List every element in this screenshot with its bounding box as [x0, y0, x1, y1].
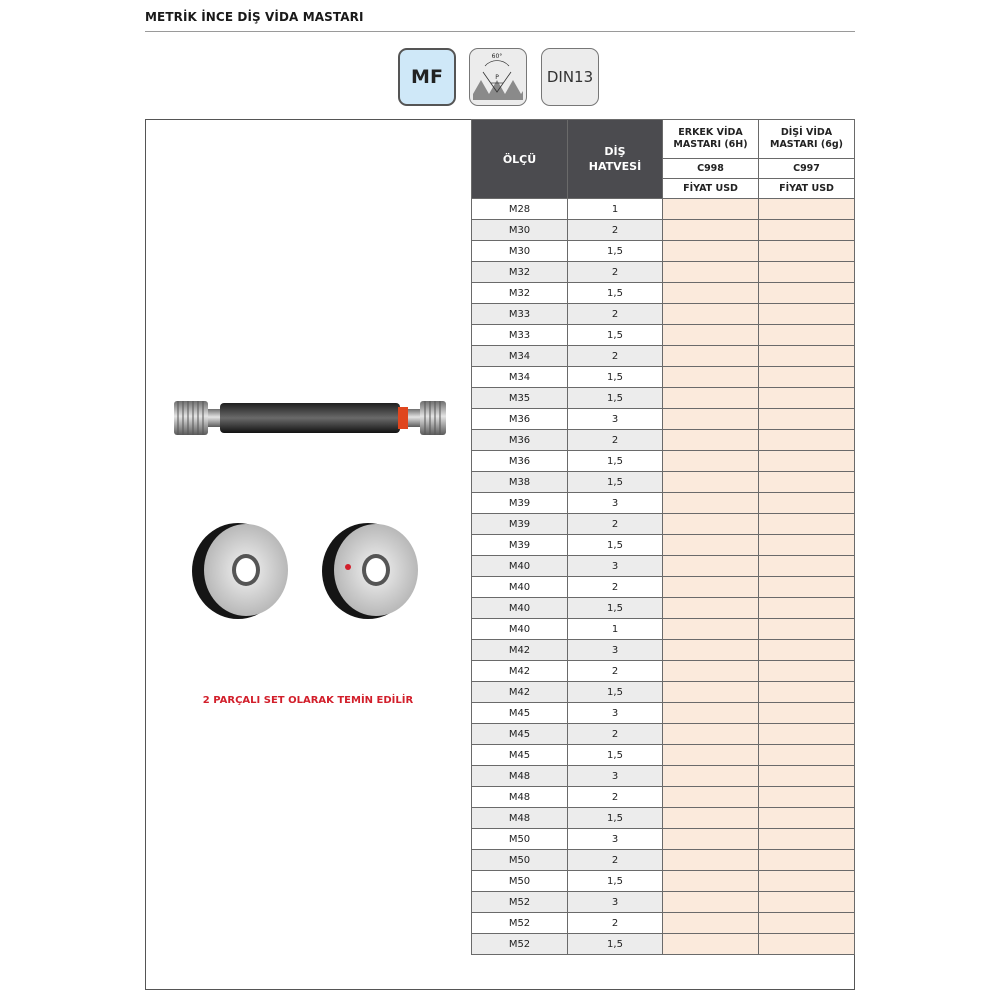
pitch-cell: 2: [568, 850, 663, 871]
table-row: [472, 850, 855, 871]
gauge-price-table: [471, 119, 855, 955]
female-price-cell: [759, 241, 855, 262]
female-price-header: FİYAT USD: [759, 179, 855, 199]
male-price-cell: [663, 346, 759, 367]
table-row: [472, 703, 855, 724]
table-row: [472, 283, 855, 304]
size-cell: M33: [472, 304, 568, 325]
male-price-cell: [663, 682, 759, 703]
pitch-cell: 3: [568, 829, 663, 850]
table-row: [472, 787, 855, 808]
pitch-cell: 3: [568, 493, 663, 514]
male-price-cell: [663, 934, 759, 955]
table-row: [472, 388, 855, 409]
size-cell: M48: [472, 787, 568, 808]
metric-fine-badge: MF: [398, 48, 456, 106]
female-price-cell: [759, 409, 855, 430]
pitch-cell: 3: [568, 640, 663, 661]
table-row: [472, 598, 855, 619]
pitch-cell: 1,5: [568, 388, 663, 409]
size-cell: M42: [472, 661, 568, 682]
thread-plug-gauge-image: [170, 395, 450, 441]
female-price-cell: [759, 619, 855, 640]
female-price-cell: [759, 514, 855, 535]
size-cell: M39: [472, 535, 568, 556]
pitch-cell: 1,5: [568, 745, 663, 766]
size-cell: M50: [472, 871, 568, 892]
pitch-cell: 3: [568, 766, 663, 787]
pitch-cell: 2: [568, 304, 663, 325]
table-row: [472, 409, 855, 430]
size-cell: M50: [472, 829, 568, 850]
female-price-cell: [759, 661, 855, 682]
female-price-cell: [759, 283, 855, 304]
male-price-cell: [663, 577, 759, 598]
male-price-cell: [663, 304, 759, 325]
pitch-cell: 3: [568, 892, 663, 913]
pitch-cell: 1,5: [568, 535, 663, 556]
female-price-cell: [759, 829, 855, 850]
pitch-column-header: DİŞ HATVESİ: [568, 120, 663, 199]
pitch-cell: 1,5: [568, 367, 663, 388]
size-cell: M45: [472, 724, 568, 745]
table-row: [472, 493, 855, 514]
pitch-cell: 2: [568, 346, 663, 367]
size-cell: M40: [472, 556, 568, 577]
size-cell: M32: [472, 262, 568, 283]
female-price-cell: [759, 346, 855, 367]
pitch-cell: 3: [568, 409, 663, 430]
set-supply-note: 2 PARÇALI SET OLARAK TEMİN EDİLİR: [202, 695, 414, 706]
male-price-cell: [663, 892, 759, 913]
table-row: [472, 472, 855, 493]
size-cell: M34: [472, 367, 568, 388]
male-price-cell: [663, 199, 759, 220]
table-row: [472, 556, 855, 577]
male-price-cell: [663, 787, 759, 808]
male-price-cell: [663, 367, 759, 388]
size-cell: M40: [472, 577, 568, 598]
male-price-cell: [663, 262, 759, 283]
male-gauge-code: C998: [663, 159, 759, 179]
female-price-cell: [759, 703, 855, 724]
pitch-cell: 2: [568, 724, 663, 745]
male-gauge-header: ERKEK VİDA MASTARI (6H): [663, 120, 759, 159]
female-price-cell: [759, 892, 855, 913]
thread-ring-gauges-image: [190, 515, 430, 625]
male-price-cell: [663, 472, 759, 493]
female-price-cell: [759, 850, 855, 871]
table-row: [472, 514, 855, 535]
gauge-rows: [472, 199, 855, 955]
table-row: [472, 913, 855, 934]
size-cell: M52: [472, 913, 568, 934]
size-cell: M33: [472, 325, 568, 346]
female-price-cell: [759, 934, 855, 955]
female-price-cell: [759, 430, 855, 451]
table-row: [472, 829, 855, 850]
table-row: [472, 640, 855, 661]
size-cell: M45: [472, 745, 568, 766]
female-price-cell: [759, 682, 855, 703]
male-price-cell: [663, 598, 759, 619]
male-price-cell: [663, 640, 759, 661]
size-cell: M30: [472, 220, 568, 241]
size-cell: M40: [472, 619, 568, 640]
pitch-cell: 3: [568, 556, 663, 577]
female-price-cell: [759, 199, 855, 220]
female-price-cell: [759, 535, 855, 556]
female-price-cell: [759, 367, 855, 388]
table-row: [472, 808, 855, 829]
pitch-cell: 2: [568, 661, 663, 682]
thread-pitch-label: P: [495, 74, 499, 81]
size-cell: M32: [472, 283, 568, 304]
female-price-cell: [759, 304, 855, 325]
male-price-cell: [663, 283, 759, 304]
size-cell: M52: [472, 892, 568, 913]
table-row: [472, 262, 855, 283]
pitch-cell: 1,5: [568, 451, 663, 472]
female-gauge-code: C997: [759, 159, 855, 179]
male-price-cell: [663, 388, 759, 409]
male-price-cell: [663, 829, 759, 850]
table-row: [472, 199, 855, 220]
size-cell: M39: [472, 493, 568, 514]
table-row: [472, 535, 855, 556]
size-cell: M42: [472, 682, 568, 703]
table-row: [472, 871, 855, 892]
table-row: [472, 661, 855, 682]
pitch-cell: 3: [568, 703, 663, 724]
pitch-cell: 1,5: [568, 934, 663, 955]
female-price-cell: [759, 871, 855, 892]
table-row: [472, 577, 855, 598]
female-price-cell: [759, 745, 855, 766]
size-cell: M48: [472, 766, 568, 787]
female-price-cell: [759, 556, 855, 577]
table-row: [472, 220, 855, 241]
pitch-cell: 1,5: [568, 325, 663, 346]
female-price-cell: [759, 724, 855, 745]
female-price-cell: [759, 808, 855, 829]
size-cell: M45: [472, 703, 568, 724]
female-price-cell: [759, 325, 855, 346]
female-price-cell: [759, 577, 855, 598]
female-price-cell: [759, 598, 855, 619]
male-price-cell: [663, 913, 759, 934]
pitch-cell: 1,5: [568, 241, 663, 262]
pitch-cell: 2: [568, 430, 663, 451]
pitch-cell: 2: [568, 913, 663, 934]
table-row: [472, 346, 855, 367]
female-price-cell: [759, 451, 855, 472]
male-price-cell: [663, 703, 759, 724]
pitch-cell: 2: [568, 514, 663, 535]
din-standard-badge: DIN13: [541, 48, 599, 106]
size-cell: M30: [472, 241, 568, 262]
pitch-cell: 2: [568, 262, 663, 283]
pitch-cell: 1,5: [568, 472, 663, 493]
pitch-cell: 2: [568, 787, 663, 808]
male-price-cell: [663, 451, 759, 472]
female-price-cell: [759, 766, 855, 787]
size-cell: M40: [472, 598, 568, 619]
thread-profile-icon: [469, 48, 527, 106]
size-cell: M38: [472, 472, 568, 493]
male-price-cell: [663, 325, 759, 346]
male-price-header: FİYAT USD: [663, 179, 759, 199]
male-price-cell: [663, 409, 759, 430]
male-price-cell: [663, 493, 759, 514]
pitch-cell: 1: [568, 619, 663, 640]
size-cell: M28: [472, 199, 568, 220]
page-title: METRİK İNCE DİŞ VİDA MASTARI: [145, 10, 364, 24]
female-price-cell: [759, 493, 855, 514]
male-price-cell: [663, 766, 759, 787]
pitch-cell: 2: [568, 220, 663, 241]
table-row: [472, 745, 855, 766]
female-price-cell: [759, 472, 855, 493]
male-price-cell: [663, 241, 759, 262]
table-row: [472, 766, 855, 787]
pitch-cell: 1,5: [568, 598, 663, 619]
male-price-cell: [663, 661, 759, 682]
size-cell: M34: [472, 346, 568, 367]
table-row: [472, 241, 855, 262]
title-divider: [145, 31, 855, 32]
size-cell: M36: [472, 409, 568, 430]
male-price-cell: [663, 514, 759, 535]
table-row: [472, 934, 855, 955]
size-column-header: ÖLÇÜ: [472, 120, 568, 199]
table-row: [472, 451, 855, 472]
pitch-cell: 1,5: [568, 871, 663, 892]
female-price-cell: [759, 262, 855, 283]
table-row: [472, 304, 855, 325]
table-row: [472, 682, 855, 703]
table-row: [472, 892, 855, 913]
table-row: [472, 724, 855, 745]
female-price-cell: [759, 388, 855, 409]
pitch-cell: 1,5: [568, 682, 663, 703]
female-price-cell: [759, 913, 855, 934]
female-price-cell: [759, 220, 855, 241]
male-price-cell: [663, 535, 759, 556]
table-row: [472, 619, 855, 640]
table-row: [472, 325, 855, 346]
size-cell: M48: [472, 808, 568, 829]
male-price-cell: [663, 871, 759, 892]
size-cell: M52: [472, 934, 568, 955]
size-cell: M36: [472, 430, 568, 451]
pitch-cell: 2: [568, 577, 663, 598]
male-price-cell: [663, 745, 759, 766]
size-cell: M35: [472, 388, 568, 409]
female-price-cell: [759, 787, 855, 808]
male-price-cell: [663, 808, 759, 829]
size-cell: M36: [472, 451, 568, 472]
male-price-cell: [663, 619, 759, 640]
thread-angle-label: 60°: [491, 53, 503, 60]
male-price-cell: [663, 724, 759, 745]
male-price-cell: [663, 556, 759, 577]
male-price-cell: [663, 220, 759, 241]
size-cell: M39: [472, 514, 568, 535]
pitch-cell: 1,5: [568, 283, 663, 304]
pitch-cell: 1: [568, 199, 663, 220]
size-cell: M50: [472, 850, 568, 871]
table-row: [472, 367, 855, 388]
male-price-cell: [663, 850, 759, 871]
table-row: [472, 430, 855, 451]
female-gauge-header: DİŞİ VİDA MASTARI (6g): [759, 120, 855, 159]
size-cell: M42: [472, 640, 568, 661]
male-price-cell: [663, 430, 759, 451]
pitch-cell: 1,5: [568, 808, 663, 829]
female-price-cell: [759, 640, 855, 661]
